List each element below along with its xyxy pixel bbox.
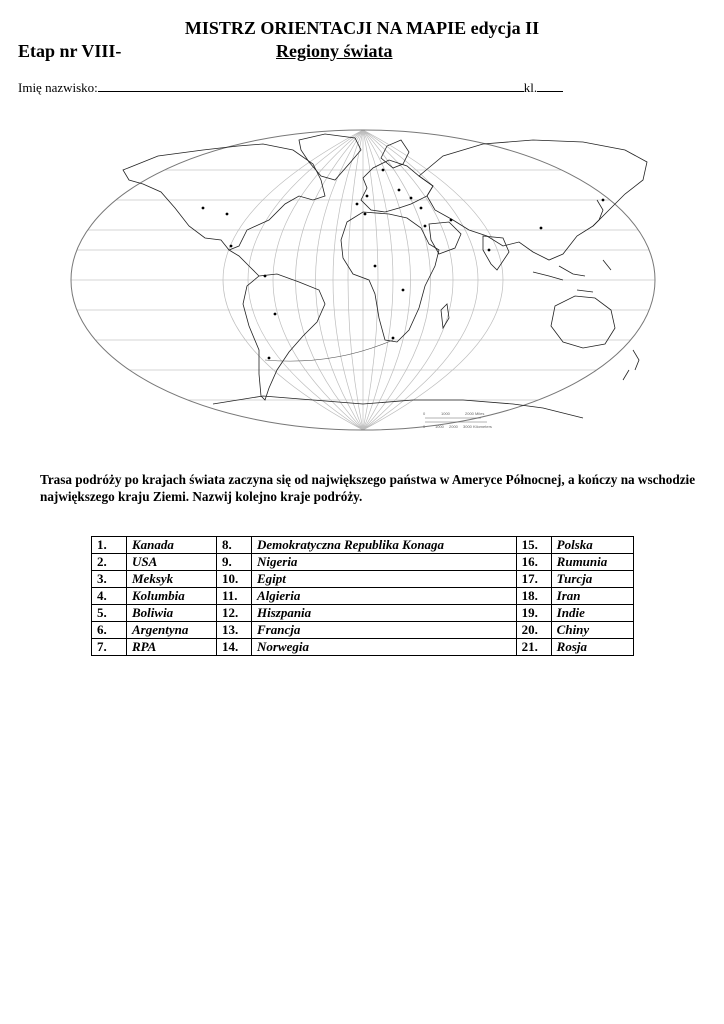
answer-number: 6. <box>92 622 127 639</box>
stage-label: Etap nr VIII- <box>18 41 122 61</box>
table-row <box>92 554 634 571</box>
answer-country[interactable]: USA <box>127 554 217 571</box>
answer-country[interactable]: Chiny <box>551 622 633 639</box>
new-zealand <box>623 350 639 380</box>
india <box>483 236 509 270</box>
answer-number: 16. <box>516 554 551 571</box>
table-row <box>92 537 634 554</box>
answer-country[interactable]: Hiszpania <box>251 605 516 622</box>
answer-number: 8. <box>216 537 251 554</box>
answer-number: 3. <box>92 571 127 588</box>
scale-km-2000: 2000 <box>449 424 458 429</box>
answer-country[interactable]: Polska <box>551 537 633 554</box>
answer-country[interactable]: Kolumbia <box>127 588 217 605</box>
answer-country[interactable]: Demokratyczna Republika Konaga <box>251 537 516 554</box>
answer-number: 21. <box>516 639 551 656</box>
answer-number: 19. <box>516 605 551 622</box>
answer-number: 15. <box>516 537 551 554</box>
name-row <box>18 79 563 96</box>
answer-country[interactable]: Argentyna <box>127 622 217 639</box>
answer-country[interactable]: Meksyk <box>127 571 217 588</box>
table-row <box>92 622 634 639</box>
scale-km-1000: 1000 <box>435 424 444 429</box>
class-field[interactable] <box>537 79 563 92</box>
table-row <box>92 571 634 588</box>
answer-country[interactable]: Nigeria <box>251 554 516 571</box>
answer-number: 17. <box>516 571 551 588</box>
table-row <box>92 588 634 605</box>
graticule <box>71 130 655 430</box>
answer-number: 2. <box>92 554 127 571</box>
answer-number: 10. <box>216 571 251 588</box>
answer-country[interactable]: Iran <box>551 588 633 605</box>
answer-country[interactable]: Egipt <box>251 571 516 588</box>
answer-country[interactable]: Boliwia <box>127 605 217 622</box>
answer-number: 11. <box>216 588 251 605</box>
answer-number: 9. <box>216 554 251 571</box>
task-instructions: Trasa podróży po krajach świata zaczyna się od największego państwa w Ameryce Północnej, a kończy na wschodzie największego kraju Ziemi. Nazwij kolejno kraje podróży. <box>40 472 696 504</box>
answer-country[interactable]: Rosja <box>551 639 633 656</box>
answer-number: 14. <box>216 639 251 656</box>
landmasses <box>123 134 647 418</box>
table-row <box>92 639 634 656</box>
name-field[interactable] <box>98 79 524 92</box>
answers-table <box>91 536 634 656</box>
north-america <box>123 144 325 250</box>
answer-country[interactable]: Francja <box>251 622 516 639</box>
answer-number: 7. <box>92 639 127 656</box>
scale-miles-2000: 2000 Miles <box>465 411 485 416</box>
answer-number: 12. <box>216 605 251 622</box>
answer-country[interactable]: Kanada <box>127 537 217 554</box>
answer-country[interactable]: RPA <box>127 639 217 656</box>
answer-country[interactable]: Norwegia <box>251 639 516 656</box>
answer-country[interactable]: Algieria <box>251 588 516 605</box>
scale-km-0: 0 <box>423 424 426 429</box>
capital-dots <box>202 169 605 360</box>
answer-country[interactable]: Rumunia <box>551 554 633 571</box>
arabia <box>429 222 461 254</box>
answer-country[interactable]: Turcja <box>551 571 633 588</box>
south-america <box>243 274 325 400</box>
answer-number: 13. <box>216 622 251 639</box>
answer-number: 4. <box>92 588 127 605</box>
southeast-asia-islands <box>533 260 611 292</box>
page-title: MISTRZ ORIENTACJI NA MAPIE edycja II <box>184 18 540 38</box>
answer-number: 20. <box>516 622 551 639</box>
antarctica <box>213 396 583 418</box>
scale-miles-0: 0 <box>423 411 426 416</box>
answer-country[interactable]: Indie <box>551 605 633 622</box>
world-map-graphic <box>63 104 663 456</box>
world-map <box>63 104 663 456</box>
map-scale <box>423 411 492 429</box>
answer-number: 5. <box>92 605 127 622</box>
japan <box>593 200 603 226</box>
class-label: kl. <box>523 80 538 95</box>
table-row <box>92 605 634 622</box>
answer-number: 18. <box>516 588 551 605</box>
central-america <box>229 250 259 276</box>
scale-miles-1000: 1000 <box>441 411 450 416</box>
scale-km-3000: 3000 Kilometers <box>463 424 492 429</box>
answer-number: 1. <box>92 537 127 554</box>
name-label: Imię nazwisko: <box>18 80 98 95</box>
topic-title: Regiony świata <box>276 41 393 61</box>
